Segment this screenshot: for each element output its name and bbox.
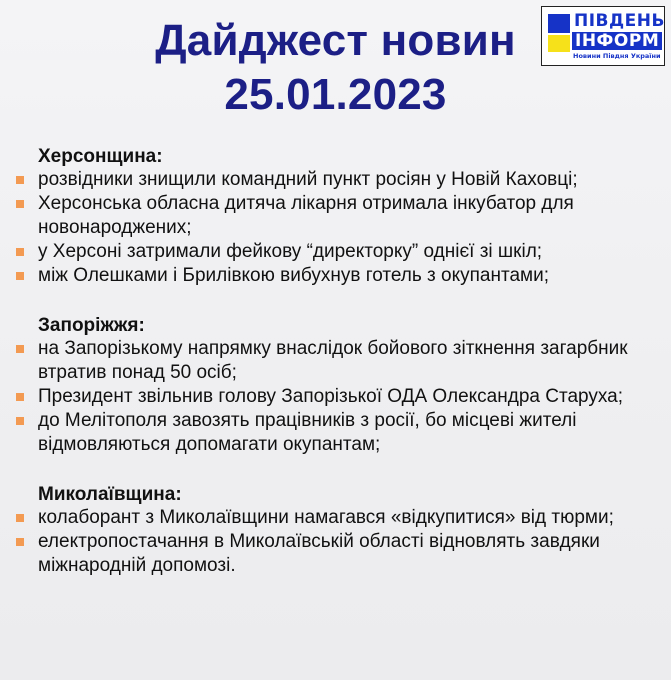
news-item-text: Президент звільнив голову Запорізької ОДА Олександра Старуха;	[38, 386, 623, 407]
news-item	[14, 240, 664, 264]
news-item	[14, 506, 664, 530]
section-mykolaiv	[14, 484, 664, 578]
news-item-text: Херсонська обласна дитяча лікарня отримала інкубатор для новонароджених;	[38, 193, 574, 238]
title-date: 25.01.2023	[224, 70, 447, 119]
news-list	[14, 168, 664, 288]
section-title: Херсонщина:	[38, 146, 163, 167]
digest-content	[14, 146, 664, 605]
logo-blue-square	[548, 14, 570, 33]
news-item-text: колаборант з Миколаївщини намагався «відкупитися» від тюрми;	[38, 507, 614, 528]
news-item	[14, 530, 664, 578]
logo-name-line2: ІНФОРМ	[572, 32, 662, 50]
bullet-icon	[16, 417, 24, 425]
bullet-icon	[16, 272, 24, 280]
news-list	[14, 506, 664, 578]
bullet-icon	[16, 514, 24, 522]
bullet-icon	[16, 538, 24, 546]
brand-logo	[541, 6, 665, 66]
news-item-text: між Олешками і Брилівкою вибухнув готель з окупантами;	[38, 265, 549, 286]
news-item-text: на Запорізькому напрямку внаслідок бойового зіткнення загарбник втратив понад 50 осіб;	[38, 338, 628, 383]
bullet-icon	[16, 200, 24, 208]
logo-tagline: Новини Півдня України	[573, 52, 661, 60]
bullet-icon	[16, 176, 24, 184]
logo-flag-icon	[548, 14, 570, 52]
news-item	[14, 192, 664, 240]
news-item	[14, 385, 664, 409]
news-item	[14, 168, 664, 192]
news-item	[14, 264, 664, 288]
section-zaporizhzhia	[14, 315, 664, 457]
title-text: Дайджест новин	[155, 16, 516, 65]
section-kherson	[14, 146, 664, 288]
news-item	[14, 337, 664, 385]
news-item-text: до Мелітополя завозять працівників з росії, бо місцеві жителі відмовляються допомагати окупантам;	[38, 410, 577, 455]
section-title: Миколаївщина:	[38, 484, 182, 505]
news-item-text: електропостачання в Миколаївській області відновлять завдяки міжнародній допомозі.	[38, 531, 600, 576]
bullet-icon	[16, 393, 24, 401]
news-item-text: у Херсоні затримали фейкову “директорку” однієї зі шкіл;	[38, 241, 543, 262]
section-title: Запоріжжя:	[38, 315, 145, 336]
news-item-text: розвідники знищили командний пункт росіян у Новій Каховці;	[38, 169, 578, 190]
news-item	[14, 409, 664, 457]
news-list	[14, 337, 664, 457]
logo-name-line1: ПІВДЕНЬ	[574, 11, 665, 31]
bullet-icon	[16, 345, 24, 353]
bullet-icon	[16, 248, 24, 256]
logo-yellow-square	[548, 35, 570, 52]
